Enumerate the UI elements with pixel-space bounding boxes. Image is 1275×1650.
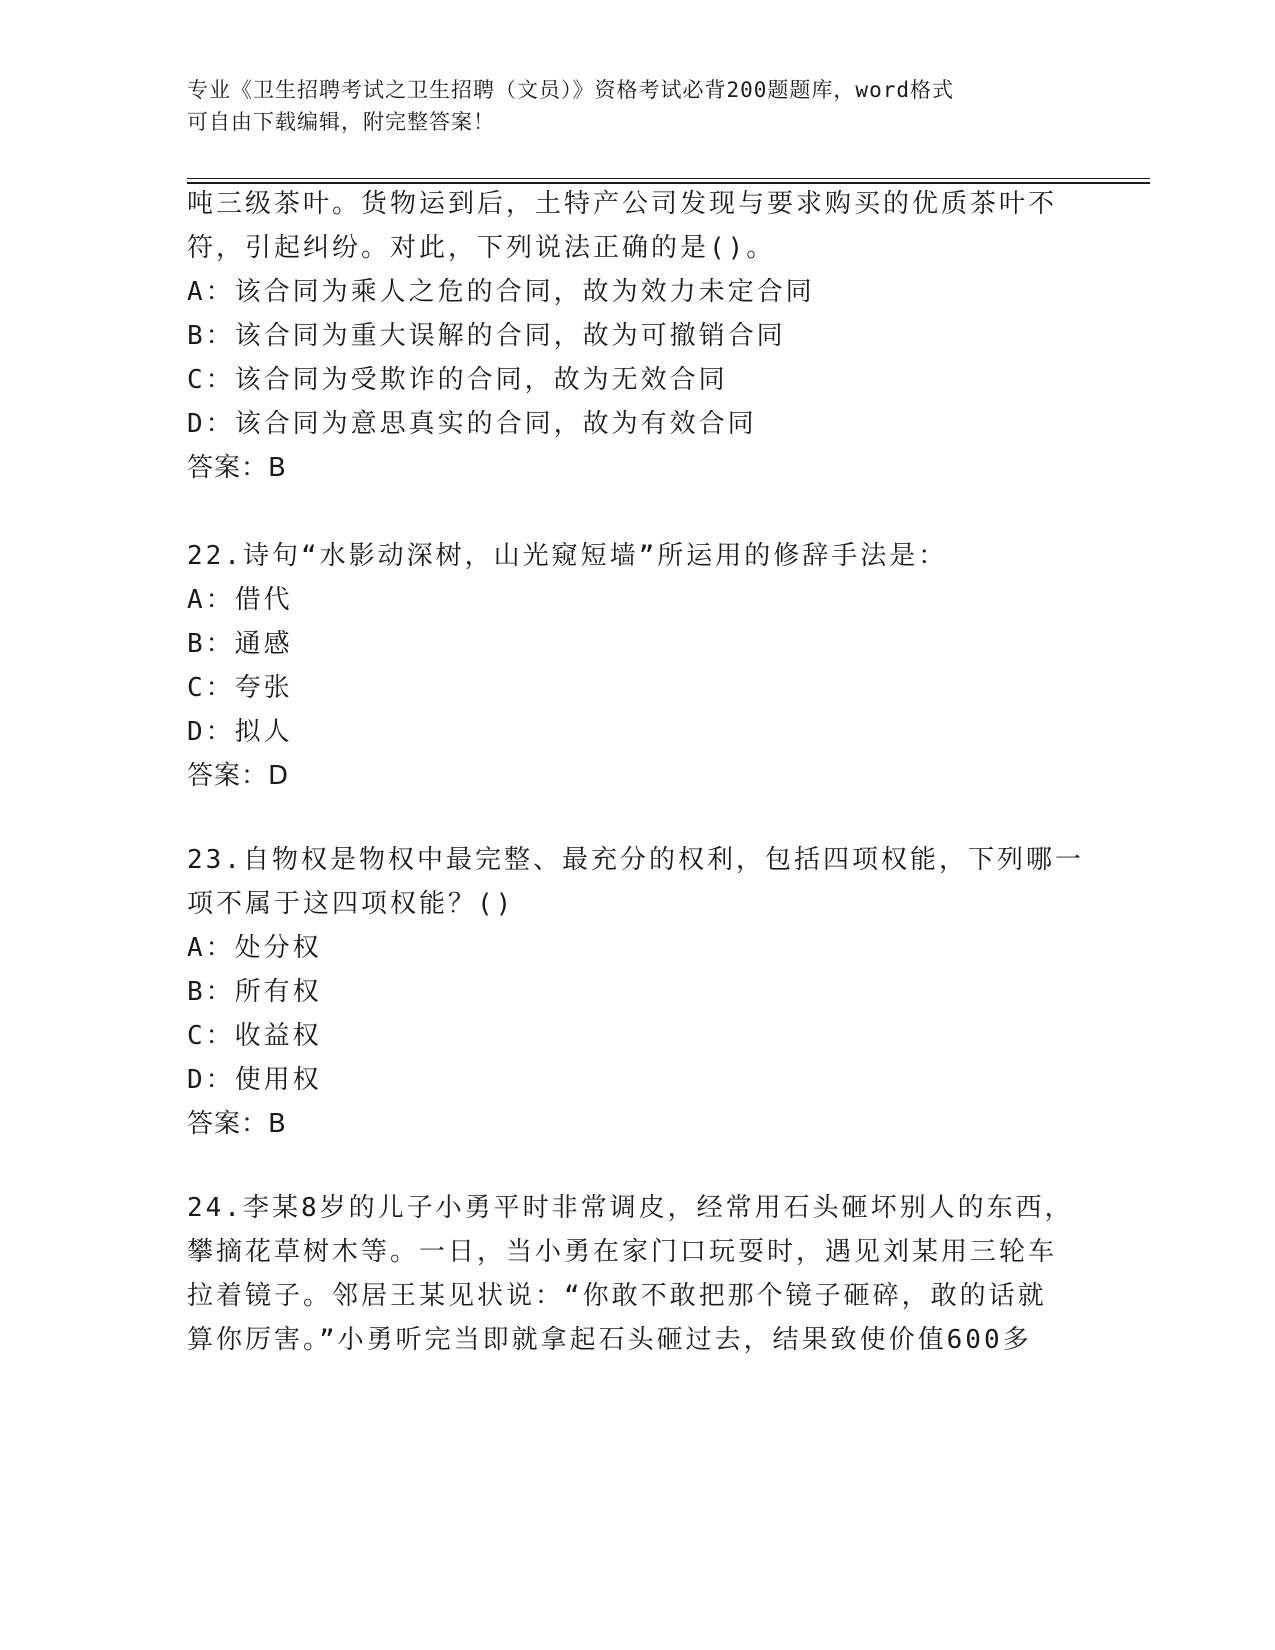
q24-text-line-2: 攀摘花草树木等。一日，当小勇在家门口玩耍时，遇见刘某用三轮车: [187, 1237, 1058, 1267]
q21-option-c: C：该合同为受欺诈的合同，故为无效合同: [187, 365, 728, 395]
q24-text-line-1: 24.李某8岁的儿子小勇平时非常调皮，经常用石头砸坏别人的东西，: [187, 1193, 1074, 1223]
q22-text-line-1: 22.诗句“水影动深树，山光窥短墙”所运用的修辞手法是：: [187, 541, 948, 571]
header-title-line-2: 可自由下载编辑，附完整答案！: [187, 110, 495, 134]
header-divider-thin: [187, 178, 1150, 179]
q23-option-c: C：收益权: [187, 1021, 322, 1051]
q23-option-d: D：使用权: [187, 1065, 322, 1095]
q24-text-line-4: 算你厉害。”小勇听完当即就拿起石头砸过去，结果致使价值600多: [187, 1325, 1032, 1355]
q23-answer: 答案：B: [187, 1109, 287, 1139]
q24-text-line-3: 拉着镜子。邻居王某见状说：“你敢不敢把那个镜子砸碎，敢的话就: [187, 1281, 1047, 1311]
q21-option-d: D：该合同为意思真实的合同，故为有效合同: [187, 409, 757, 439]
q22-option-b: B：通感: [187, 629, 293, 659]
q21-option-a: A：该合同为乘人之危的合同，故为效力未定合同: [187, 277, 815, 307]
q23-text-line-1: 23.自物权是物权中最完整、最充分的权利，包括四项权能，下列哪一: [187, 845, 1084, 875]
q23-option-b: B：所有权: [187, 977, 322, 1007]
q22-answer: 答案：D: [187, 761, 290, 791]
header-divider-thick: [187, 182, 1150, 184]
q21-text-line-1: 吨三级茶叶。货物运到后，土特产公司发现与要求购买的优质茶叶不: [187, 189, 1058, 219]
q21-answer: 答案：B: [187, 453, 287, 483]
q21-text-line-2: 符，引起纠纷。对此，下列说法正确的是()。: [187, 233, 776, 263]
q22-option-a: A：借代: [187, 585, 293, 615]
q23-text-line-2: 项不属于这四项权能？(): [187, 889, 515, 919]
q21-option-b: B：该合同为重大误解的合同，故为可撤销合同: [187, 321, 786, 351]
header-title-line-1: 专业《卫生招聘考试之卫生招聘（文员）》资格考试必背200题题库，word格式: [187, 78, 954, 102]
q22-option-d: D：拟人: [187, 717, 293, 747]
q22-option-c: C：夸张: [187, 673, 293, 703]
document-header: [187, 74, 1067, 138]
q23-option-a: A：处分权: [187, 933, 322, 963]
